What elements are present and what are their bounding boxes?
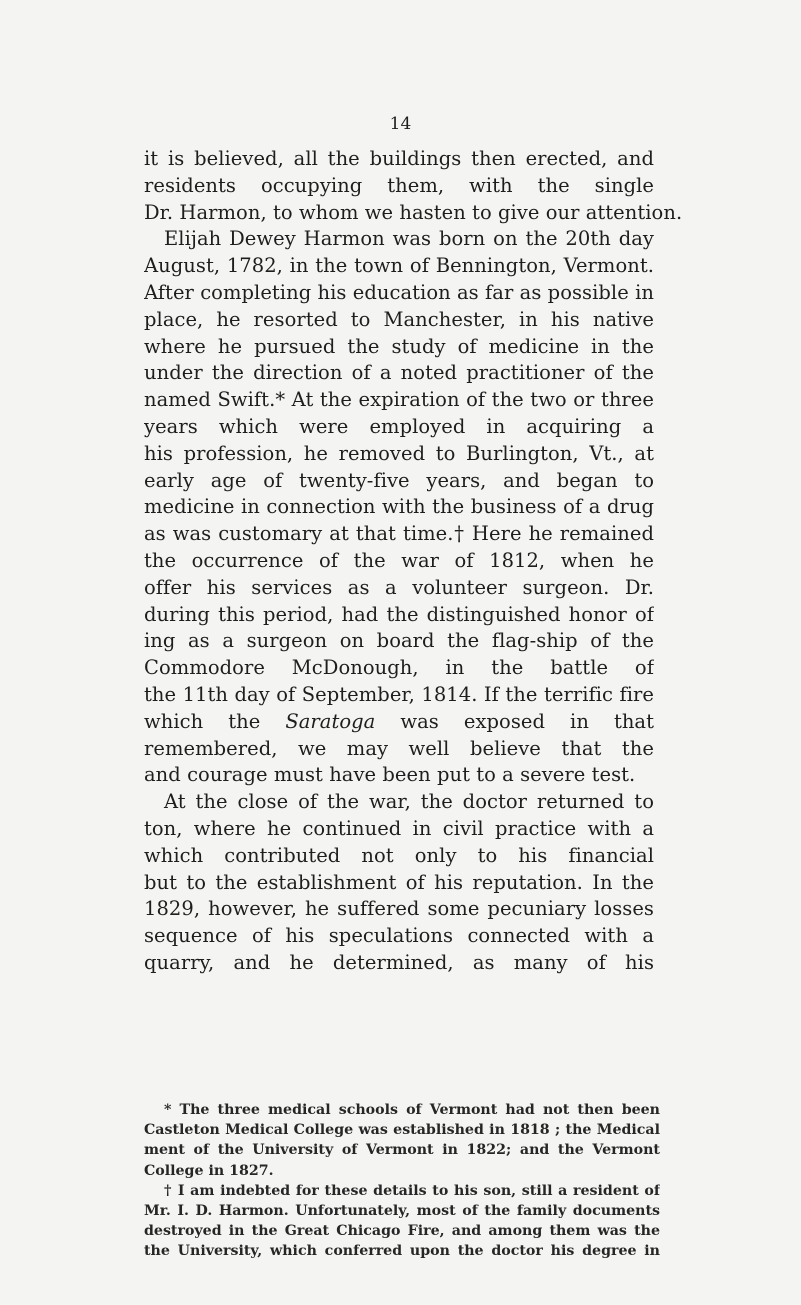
page-number: 14 bbox=[389, 114, 412, 134]
footnote-line: Mr. I. D. Harmon. Unfortunately, most of the family documents bbox=[144, 1202, 660, 1219]
text-line: Commodore McDonough, in the battle of bbox=[144, 656, 654, 680]
text-line: early age of twenty-five years, and began to bbox=[144, 468, 654, 492]
text-fragment: was exposed in that bbox=[400, 709, 654, 733]
text-line: ing as a surgeon on board the flag-ship of the bbox=[144, 629, 654, 653]
text-line: it is believed, all the buildings then erected, and bbox=[144, 147, 654, 170]
text-fragment: which the bbox=[144, 709, 261, 733]
text-line: sequence of his speculations connected with a bbox=[144, 924, 654, 948]
text-line: Elijah Dewey Harmon was born on the 20th day bbox=[164, 227, 654, 251]
footnote-line: destroyed in the Great Chicago Fire, and among them was the bbox=[144, 1223, 660, 1240]
text-line: under the direction of a noted practitioner of the bbox=[144, 361, 654, 385]
ship-name: Saratoga bbox=[285, 709, 376, 733]
text-line: as was customary at that time.† Here he remained bbox=[144, 522, 654, 546]
text-line: and courage must have been put to a severe test. bbox=[144, 763, 636, 787]
text-line: offer his services as a volunteer surgeon. Dr. bbox=[144, 575, 654, 599]
text-line: quarry, and he determined, as many of his bbox=[144, 950, 654, 974]
footnote-line: ment of the University of Vermont in 1822; and the Vermont bbox=[144, 1142, 660, 1159]
text-line: remembered, we may well believe that the bbox=[144, 736, 654, 760]
text-line: but to the establishment of his reputation. In the bbox=[144, 870, 654, 894]
text-line: place, he resorted to Manchester, in his native bbox=[144, 307, 654, 331]
text-line: the occurrence of the war of 1812, when he bbox=[144, 548, 654, 572]
body-text bbox=[144, 146, 683, 977]
text-line: his profession, he removed to Burlington, Vt., at bbox=[144, 441, 654, 465]
text-line: years which were employed in acquiring a bbox=[144, 414, 654, 438]
footnote-line: * The three medical schools of Vermont had not then been bbox=[164, 1102, 660, 1118]
footnote-line: the University, which conferred upon the doctor his degree in bbox=[144, 1243, 660, 1260]
text-line: the 11th day of September, 1814. If the terrific fire bbox=[144, 682, 654, 706]
text-line: medicine in connection with the business of a drug bbox=[144, 495, 654, 519]
text-line: After completing his education as far as possible in bbox=[144, 280, 654, 304]
text-line: residents occupying them, with the single bbox=[144, 173, 654, 197]
text-line: At the close of the war, the doctor returned to bbox=[164, 790, 654, 814]
text-line bbox=[144, 709, 654, 736]
text-line: 1829, however, he suffered some pecuniary losses bbox=[144, 897, 654, 921]
footnotes bbox=[144, 1100, 660, 1262]
text-line: during this period, had the distinguished honor of bbox=[144, 602, 654, 626]
text-line: Dr. Harmon, to whom we hasten to give our attention. bbox=[144, 200, 683, 224]
footnote-line: College in 1827. bbox=[144, 1162, 274, 1179]
footnote-line: Castleton Medical College was established in 1818 ; the Medical bbox=[144, 1122, 660, 1139]
text-line: which contributed not only to his financial bbox=[144, 843, 654, 867]
text-line: ton, where he continued in civil practice with a bbox=[144, 816, 654, 840]
text-line: August, 1782, in the town of Bennington, Vermont. bbox=[144, 254, 654, 278]
footnote-line: † I am indebted for these details to his son, still a resident of bbox=[164, 1182, 660, 1199]
text-line: named Swift.* At the expiration of the two or three bbox=[144, 388, 654, 412]
text-line: where he pursued the study of medicine in the bbox=[144, 334, 654, 358]
